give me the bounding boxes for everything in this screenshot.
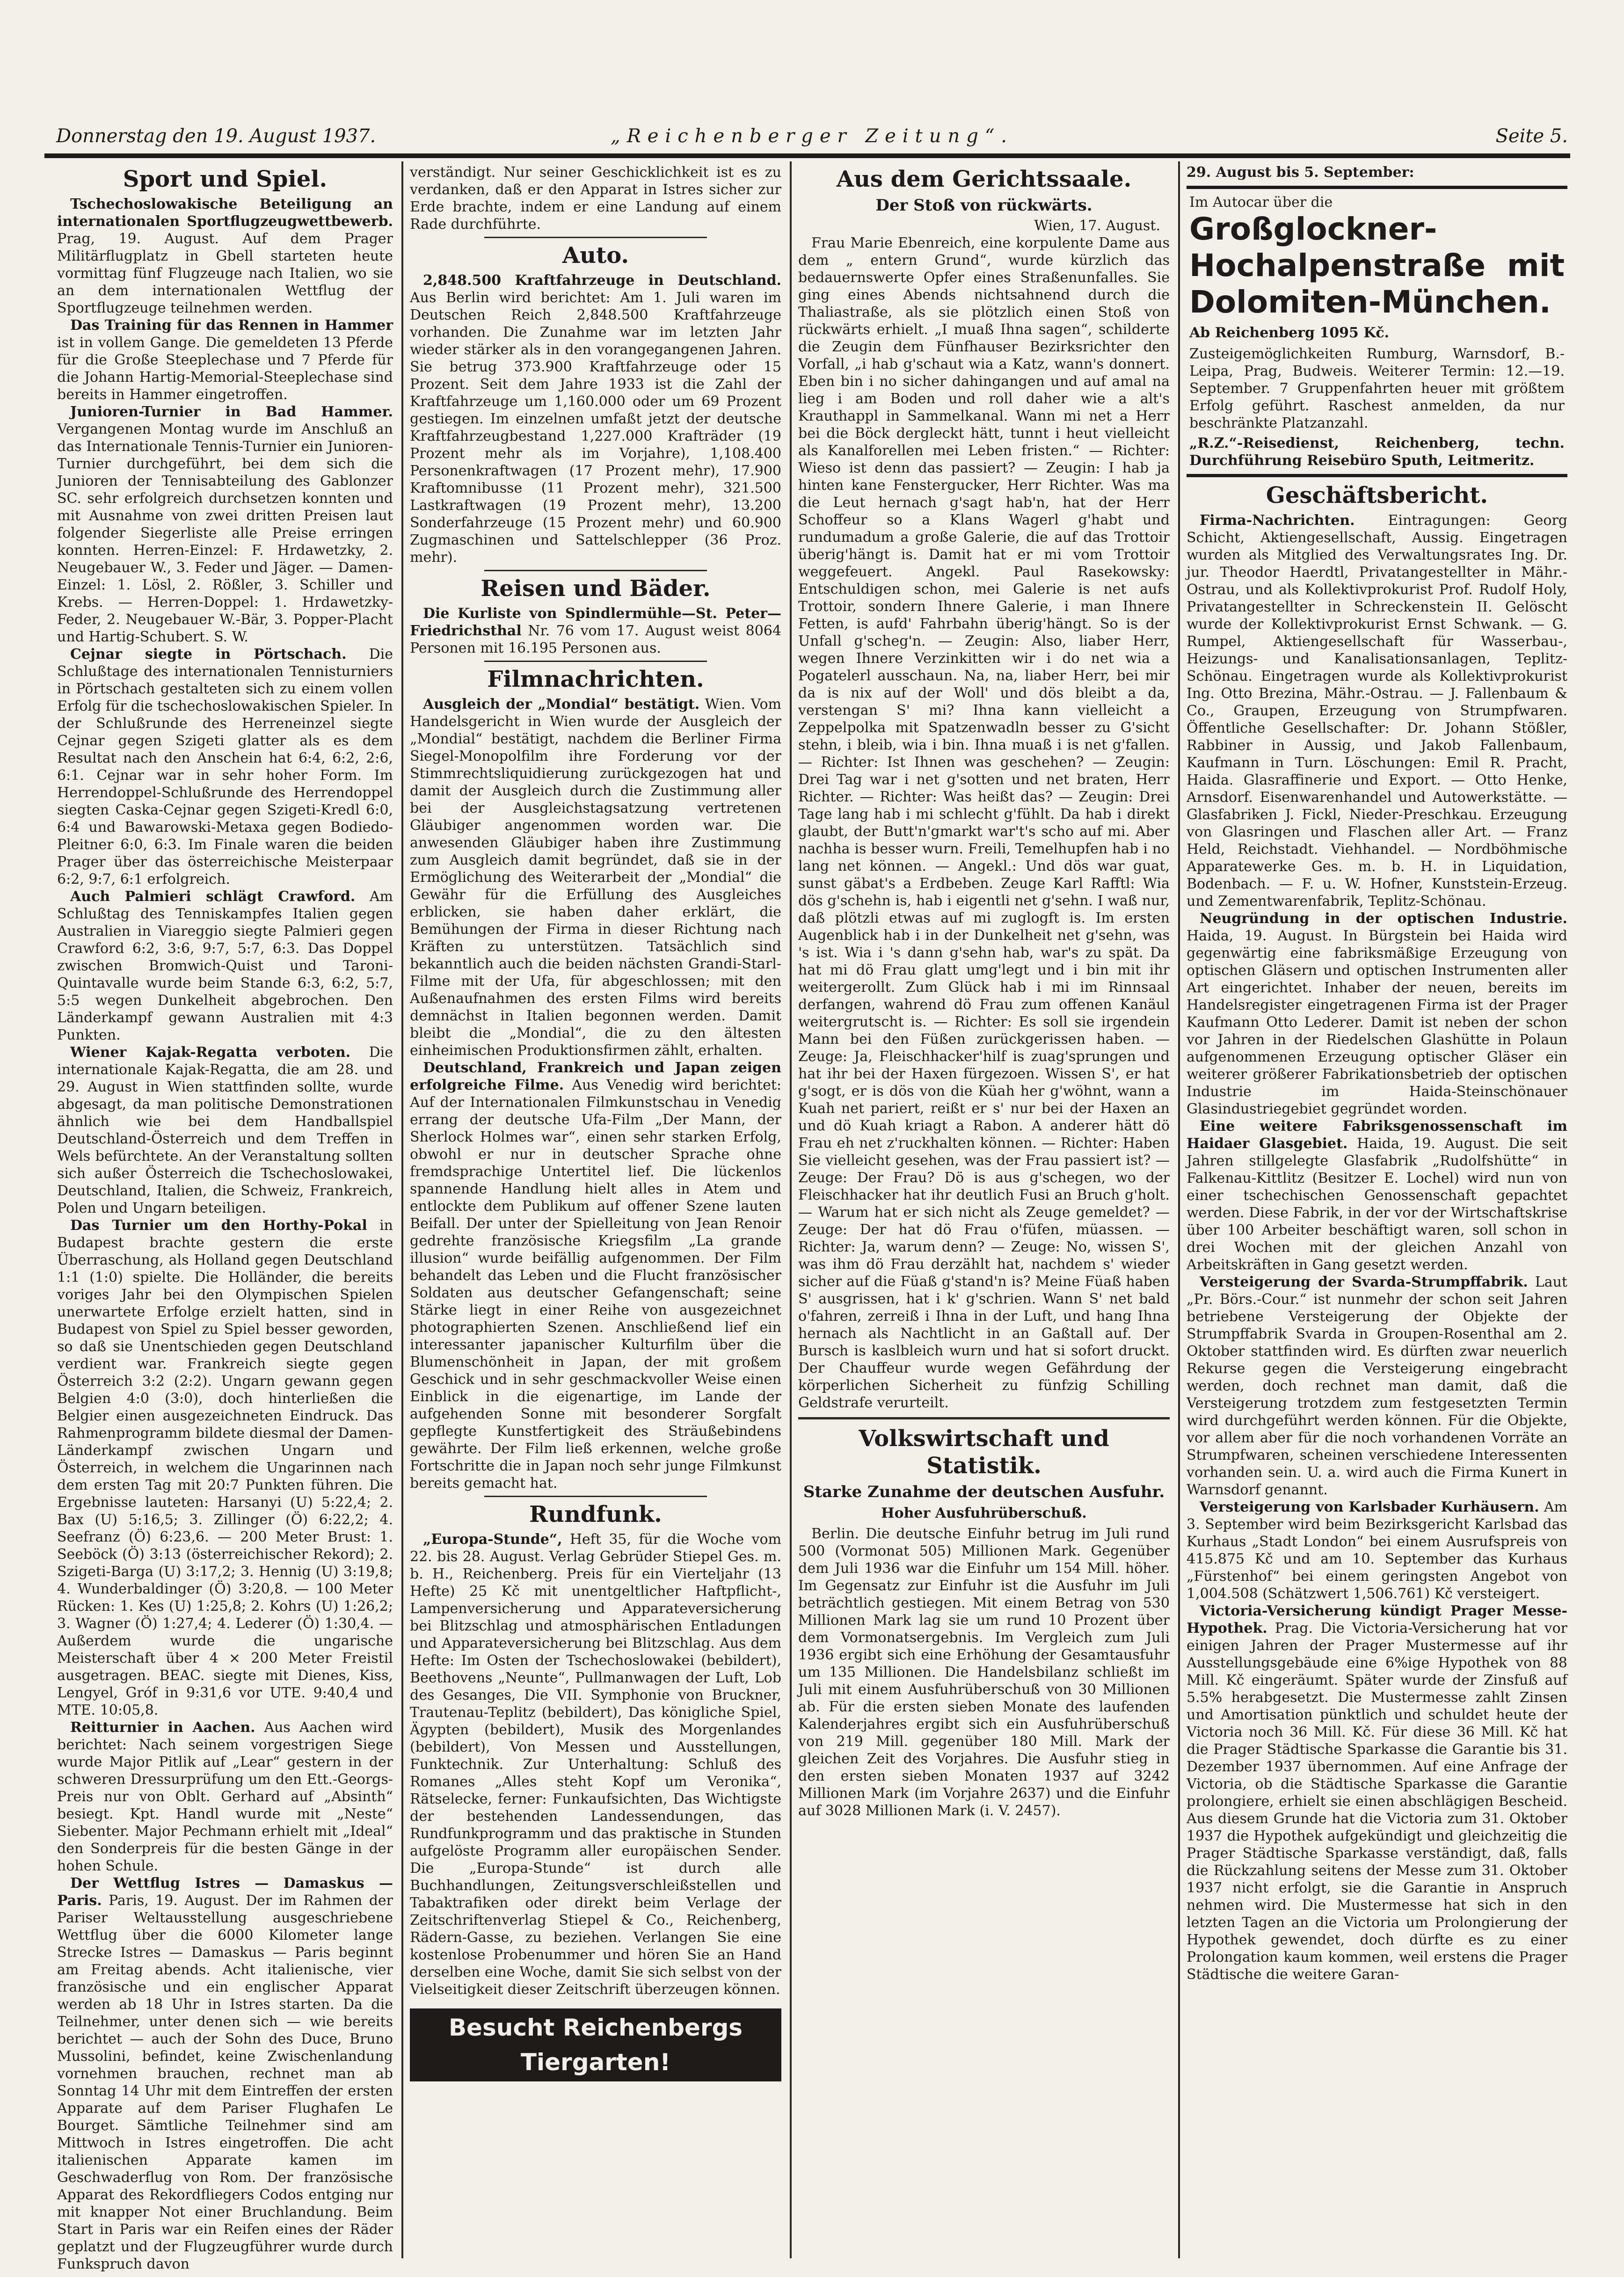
article [1187, 1273, 1567, 1499]
article-body: Nr. 76 vom 17. August weist 8064 Personen mit 16.195 Personen aus. [410, 623, 781, 656]
issue-date: Donnerstag den 19. August 1937. [56, 125, 376, 147]
article [57, 1217, 393, 1719]
article-body: Aus Berlin wird berichtet: Am 1. Juli waren im Deutschen Reich 2,848.500 Kraftfahrzeuge vorhanden. Die Zunahme war im letzten Jahr wieder stärker als in den vorangegangenen Jahren. Sie betrug 373.900 Kraftfahrzeuge oder 15 Prozent. Seit dem Jahre 1933 ist die Zahl der Kraftfahrzeuge um 1,160.000 oder um 69 Prozent gestiegen. Im einzelnen umfaßt jetzt der deutsche Kraftfahrzeugbestand 1,227.000 Krafträder (19 Prozent mehr als im Vorjahre), 1,108.400 Personenkraftwagen (17 Prozent mehr), 17.900 Kraftomnibusse (11 Prozent mehr), 321.500 Lastkraftwagen (19 Prozent mehr), 13.200 Sonderfahrzeuge (15 Prozent mehr) und 60.900 Zugmaschinen und Sattelschlepper (36 Proz. mehr). [410, 290, 781, 566]
travel-ad [1187, 186, 1567, 477]
article-body: in Budapest brachte gestern die erste Überraschung, als Holland gegen Deutschland 1:1 (1:0) spielte. Die Holländer, die bereits voriges Jahr bei den Olympischen Spielen unerwartete Erfolge erzielt hatten, sind in Budapest von Spiel zu Spiel besser geworden, so daß sie Unentschieden gegen Deutschland verdient war. Frankreich siegte gegen Österreich 3:2 (2:2). Ungarn gewann gegen Belgien 4:0 (3:0), doch hinterließen die Belgier einen ausgezeichneten Eindruck. Das Rahmenprogramm bildete diesmal der Damen-Länderkampf zwischen Ungarn und Österreich, in welchem die Ungarinnen nach dem ersten Tag mit 20:7 Punkten führen. Die Ergebnisse lauteten: Harsanyi (U) 5:22,4; 2. Bax (U) 5:16,5; 3. Zillinger (Ö) 6:22,2; 4. Seefranz (Ö) 6:23,6. — 200 Meter Brust: 1. Seeböck (Ö) 3:13 (österreichischer Rekord); 2. Szigeti-Barga (U) 3:17,2; 3. Hennig (U) 3:19,8; 4. Wunderbaldinger (Ö) 3:20,8. — 100 Meter Rücken: 1. Kes (U) 1:25,8; 2. Kohrs (U) 1:26,2; 3. Wagner (Ö) 1:27,4; 4. Lederer (Ö) 1:30,4. — Außerdem wurde die ungarische Meisterschaft über 4 × 200 Meter Freistil ausgetragen. BEAC. siegte mit Dienes, Kiss, Lengyel, Gróf in 9:31,6 vor UTE. 9:40,4 und MTE. 10:05,8. [57, 1217, 393, 1718]
article-body: ist in vollem Gange. Die gemeldeten 13 Pferde für die Große Steeplechase und 7 Pferde für die Johann Hartig-Memorial-Steeplechase sind bereits in Hammer eingetroffen. [57, 335, 393, 403]
business-articles [1187, 512, 1567, 1983]
article-head: Ausgleich der „Mondial“ bestätigt. [423, 696, 700, 713]
article-body: Paris, 19. August. Der im Rahmen der Pariser Weltausstellung ausgeschriebene Wettflug über die 6000 Kilometer lange Strecke Istres — Damaskus — Paris beginnt am Freitag abends. Acht italienische, vier französische und ein englischer Apparat werden ab 18 Uhr in Istres starten. Da die Teilnehmer, unter denen sich — wie bereits berichtet — auch der Sohn des Duce, Bruno Mussolini, befindet, keine Zwischenlandung vornehmen brauchen, rechnet man ab Sonntag 14 Uhr mit dem Eintreffen der ersten Apparate auf dem Pariser Flughafen Le Bourget. Sämtliche Teilnehmer sind am Mittwoch in Istres eingetroffen. Die acht italienischen Apparate kamen im Geschwaderflug von Rom. Der französische Apparat des Rekordfliegers Codos entging nur mit knapper Not einer Bruchlandung. Beim Start in Paris war ein Reifen eines der Räder geplatzt und der Flugzeugführer wurde durch Funkspruch davon [57, 1892, 393, 2272]
article [1187, 1602, 1567, 1983]
article-head: Die Kurliste von Spindlermühle—St. Peter—Friedrichsthal [410, 605, 781, 639]
article [57, 1719, 393, 1875]
article [57, 317, 393, 403]
section-title-auto: Auto. [562, 242, 629, 269]
column-auto-film-radio [410, 164, 781, 2258]
article-head: Versteigerung der Svarda-Strumpffabrik. [1200, 1274, 1528, 1290]
column-rule [790, 161, 792, 2258]
sport-articles [57, 196, 393, 2273]
masthead-rule [44, 153, 1570, 158]
article-body: Haida, 19. August. In Bürgstein bei Haida wird gegenwärtig eine fabriksmäßige Erzeugung von optischen Gläsern und optischen Instrumenten aller Art eingerichtet. Inhaber der neuen, bereits im Handelsregister eingetragenen Firma ist der Prager Kaufmann Otto Lederer. Damit ist neben der schon vor Jahren in der Riedelschen Glashütte in Polaun aufgenommenen Erzeugung optischer Gläser ein weiterer größerer Fabrikationsbetrieb der optischen Industrie im Haida-Steinschönauer Glasindustriegebiet gegründet worden. [1187, 928, 1567, 1117]
article-head: Victoria-Versicherung kündigt Prager Messe-Hypothek. [1187, 1603, 1567, 1637]
column-rule [1178, 161, 1180, 2258]
masthead [56, 125, 1568, 149]
ad-headline: Großglockner-Hochalpenstraße mit Dolomiten-München. [1189, 211, 1565, 320]
divider [484, 1496, 707, 1497]
article-head: Junioren-Turnier in Bad Hammer. [70, 404, 393, 420]
section-title-court: Aus dem Gerichtssaale. [836, 166, 1132, 192]
article-head: Tschechoslowakische Beteiligung an internationalen Sportflugzeugwettbewerb. [57, 196, 393, 230]
article [1187, 910, 1567, 1118]
paper-name: „Reichenberger Zeitung“. [610, 125, 1014, 147]
section-title-economy: Volkswirtschaft und Statistik. [859, 1426, 1109, 1479]
article [1187, 1118, 1567, 1273]
article-head: 2,848.500 Kraftfahrzeuge in Deutschland. [423, 272, 781, 289]
ad-date: 29. August bis 5. September: [1187, 164, 1414, 181]
article-body: Am 3. September wird beim Bezirksgericht Karlsbad das Kurhaus „Stadt London“ bei einem Ausrufspreis von 415.875 Kč und am 10. September das Kurhaus „Fürstenhof“ bei einem geringsten Angebot von 1,004.508 (Schätzwert 1,506.761) Kč versteigert. [1187, 1499, 1567, 1602]
dateline: Wien, 17. August. [1034, 218, 1160, 234]
ad-footer: „R.Z.“-Reisedienst, Reichenberg, techn. Durchführung Reisebüro Sputh, Leitmeritz. [1189, 435, 1565, 469]
article-body: Die Schlußtage des internationalen Tennisturniers in Pörtschach gestalteten sich zu einem vollen Erfolg für die tschechoslowakischen Spieler. In der Schlußrunde des Herreneinzel siegte Cejnar gegen Szigeti glatter als es dem Resultat nach den Anschein hat 6:4, 6:2, 2:6, 6:1. Cejnar war in sehr hoher Form. Im Herrendoppel-Schlußrunde des Herrendoppel siegten Caska-Cejnar gegen Szigeti-Kredl 6:0, 6:4 und Bawarowski-Metaxa gegen Bodiedo-Pleitner 6:0, 6:3. Im Finale waren die beiden Prager über das österreichische Meisterpaar 6:2, 9:7, 6:1 erfolgreich. [57, 646, 393, 888]
article [57, 1044, 393, 1217]
divider [484, 570, 707, 571]
column-sport [57, 164, 393, 2272]
section-title-film: Filmnachrichten. [487, 666, 704, 692]
article-body: Prag, 19. August. Auf dem Prager Militärflugplatz in Gbell starteten heute vormittag fünf Flugzeuge nach Italien, wo sie an dem internationalen Wettflug der Sportflugzeuge teilnehmen werden. [57, 231, 393, 316]
article [57, 646, 393, 888]
article-body: Eintragungen: Georg Schicht, Aktiengesellschaft, Aussig. Eingetragen wurden als Mitglied des Verwaltungsrates Ing. Dr. jur. Theodor Haerdtl, Privatangestellter in Mähr.-Ostrau, und als Kollektivprokurist Prof. Rudolf Holy, Privatangestellter in Schreckenstein II. Gelöscht wurde der Kollektivprokurist Ernst Schwank. — G. Rumpel, Aktiengesellschaft für Wasserbau-, Heizungs- und Kanalisationsanlagen, Teplitz-Schönau. Eingetragen wurde als Kollektivprokurist Ing. Otto Brezina, Mähr.-Ostrau. — J. Fallenbaum & Co., Graupen, Erzeugung von Strumpfwaren. Öffentliche Gesellschafter: Dr. Johann Stößler, Rabbiner in Aussig, und Jakob Fallenbaum, Kaufmann in Turn. Löschungen: Emil R. Pracht, Haida. Glasraffinerie und Export. — Otto Henke, Arnsdorf. Eisenwarenhandel und Autowerkstätte. — Glasfabriken J. Fickl, Nieder-Preschkau. Erzeugung von Glasringen und Flaschen aller Art. — Franz Held, Reichstadt. Viehhandel. — Nordböhmische Apparatewerke Ges. m. b. H. in Liquidation, Bodenbach. — F. u. W. Hofner, Kunststein-Erzeug. und Zementwarenfabrik, Teplitz-Schönau. [1187, 512, 1567, 909]
section-title-radio: Rundfunk. [529, 1501, 662, 1528]
article-body: Die internationale Kajak-Regatta, die am 28. und 29. August in Wien stattfinden sollte, wurde abgesagt, da man politische Demonstrationen ähnlich wie bei dem Handballspiel Deutschland-Österreich und dem Treffen in Wels befürchtete. An der Veranstaltung sollten sich außer Österreich die Tschechoslowakei, Deutschland, Italien, die Schweiz, Frankreich, Polen und Ungarn beteiligen. [57, 1044, 393, 1216]
article [57, 403, 393, 646]
divider [484, 661, 707, 662]
article-head: Das Training für das Rennen in Hammer [70, 317, 393, 334]
article [57, 1875, 393, 2273]
article-body: Wien. Vom Handelsgericht in Wien wurde der Ausgleich der „Mondial“ bestätigt, nachdem die Berliner Firma Siegel-Monopolfilm ihre Forderung vor der Stimmrechtsliquidierung zurückgezogen hat und damit der Ausgleich durch die Zustimmung aller bei der Ausgleichstagsatzung vertretenen Gläubiger angenommen worden war. Die anwesenden Gläubiger haben ihre Zustimmung zum Ausgleich damit begründet, daß sie in der Ermöglichung des Weiterarbeit der „Mondial“ die Gewähr für die Erfüllung des Ausgleiches erblicken, sie haben daher erklärt, die Bemühungen der Firma in dieser Richtung nach Kräften zu unterstützen. Tatsächlich sind bekanntlich auch die beiden nächsten Grandi-Starl-Filme mit der Ufa, für abgeschlossen; mit den Außenaufnahmen des ersten Films wird bereits demnächst in Italien begonnen werden. Damit bleibt die „Mondial“, die zu den ältesten einheimischen Produktionsfirmen zählt, erhalten. [410, 696, 781, 1059]
article-travel [410, 605, 781, 657]
article-head: Reitturnier in Aachen. [70, 1719, 255, 1736]
article-subtitle-export: Hoher Ausfuhrüberschuß. [881, 1505, 1087, 1521]
page-number: Seite 5. [1495, 125, 1568, 147]
article [57, 888, 393, 1044]
article-head: Cejnar siegte in Pörtschach. [70, 646, 347, 662]
article-title-court: Der Stoß von rückwärts. [875, 196, 1092, 215]
article-court-body: Frau Marie Ebenreich, eine korpulente Dame aus dem „ entern Grund“, wurde kürzlich das bedauernswerte Opfer eines Straßenunfalles. Sie ging eines Abends nichtsahnend durch die Thaliastraße, als sie plötzlich einen Stoß von rückwärts erhielt. „I muaß Ihna sagen“, schilderte die Zeugin dem Fünfhauser Bezirksrichter den Vorfall, „i hab g'schaut wia a Katz, wann's donnert. Eben bin i no sicher dahingangen und auf amal na lieg i am Boden und roll daher wie a alt's Krauthappl in Sammelkanal. Wann mi net a Herr bei die Böck dergleckt hätt, tunnt i heut vielleicht als Kanalforellen mei Leben fristen.“ — Richter: Wieso ist denn das passiert? — Zeugin: I hab ja hinten kane Fenstergucker, Herr Richter. Was ma die Leut hernach g'sagt hab'n, hat der Herr Schoffeur so a Klans Wagerl g'habt und rundumadum a große Galerie, die auf das Trottoir überig'hängt is. Damit hat er mi vom Trottoir weggefeuert. Angekl. Paul Rasekowsky: Entschuldigen schon, mei Galerie is net aufs Trottoir, sondern Ihnere Galerie, i man Ihnere Fetten, is aufd' Fahrbahn überig'hängt. So is der Unfall g'scheg'n. — Zeugin: Also, liaber Herr, wegen Ihnere Verzinkitten wir i do net wia a Pogatelerl ausschaun. Na, na, liaber Herr, bei mir da is nix auf der Woll' und dös bleibt a da, verstengan S' mi? Ihna kann vielleicht a Zeppelpolka mit Spatzenwadln besser zu G'sicht stehn, i bleib, wia i bin. Ihna muaß i is net g'fallen. — Richter: Ist Ihnen was geschehen? — Zeugin: Drei Tag war i net g'sotten und net braten, Herr Richter. — Richter: Was heißt das? — Zeugin: Drei Tage lang hab i mi schlecht g'fühlt. Da hab i direkt glaubt, der Butt'n'gmarkt war't's scho auf mi. Aber nachha is besser wurn. Freili, Temelhupfen hab i no lang net können. — Angekl.: Und dös war guat, sunst gäbat's a Erdbeben. Zeuge Karl Rafftl: Wia dös g'schehn is, hab i eigentli net g'sehn. I waß nur, daß plötzli etwas auf mi zuglogft is. Im ersten Augenblick hab i in der Dunkelheit net g'sehn, was 's ist. Wia i 's dann g'sehn hab, war's zu spät. Da hat mi dö Frau glatt umg'legt und i bin mit ihr weitergerollt. Zum Glück hab i mi im Rinnsaal derfangen, wahrend dö Frau zum offenen Kanäul weitergrutscht is. — Richter: Es soll sie irgendein Mann bei den Füßen zurückgerissen haben. — Zeuge: Ja, Fleischhacker'hilf is zuag'sprungen und hat ihr bei der Haxen fürgezoen. Wissen S', er hat g'sogt, er is dös von die Küah her g'wöhnt, wann a Kuah net pariert, reißt er s' nur bei der Haxen an und dö Kuah kriagt a Rabon. A anderer hätt dö Frau eh net z'ruckhalten können. — Richter: Haben Sie vielleicht gesehen, was der Frau passiert ist? — Zeuge: Der Frau? Dö is aus g'schegen, wo der Fleischhacker hat ihr deutlich Fusi an Bruch g'holt. — Warum hat er sich nicht als Zeuge gemeldet? — Zeuge: Der hat dö Frau o'füfen, müassen. — Richter: Ja, warum denn? — Zeuge: No, wissen S', was ihm dö Frau derzählt hat, nachdem s' wieder sicher auf die Füaß g'stand'n is? Meine Füaß haben S' ausgrissen, hat i k' g'schrien. Wann S' net bald o'fahren, zerreiß i Ihna in der Luft, und hang Ihna hernach als Nachtlicht in an Gaßtall auf. Der Bursch is kaslbleich wurn und hat si sofort druckt. Der Chauffeur wurde wegen Gefährdung der körperlichen Sicherheit zu fünfzig Schilling Geldstrafe verurteilt. [798, 235, 1170, 1411]
article-head: Der Wettflug Istres — Damaskus — Paris. [57, 1875, 393, 1909]
article-export-body: Berlin. Die deutsche Einfuhr betrug im Juli rund 500 (Vormonat 505) Millionen Mark. Gegenüber dem Juli 1936 war die Einfuhr um 154 Mill. höher. Im Gegensatz zur Einfuhr ist die Ausfuhr im Juli beträchtlich gestiegen. Mit einem Betrag von 530 Millionen Mark lag sie um rund 10 Prozent über dem Vormonatsergebnis. Im Vergleich zum Juli 1936 ergibt sich eine Erhöhung der Gesamtausfuhr um 135 Millionen. Die Handelsbilanz schließt im Juli mit einem Ausfuhrüberschuß von 30 Millionen ab. Für die ersten sieben Monate des laufenden Kalenderjahres ergibt sich ein Ausfuhrüberschuß von 219 Mill. gegenüber 180 Mill. Mark der gleichen Zeit des Vorjahres. Die Ausfuhr stieg in den ersten sieben Monaten 1937 auf 3242 Millionen Mark (im Vorjahre 2637) und die Einfuhr auf 3028 Millionen Mark (i. V. 2457). [798, 1526, 1170, 1819]
article [1187, 1499, 1567, 1602]
article-head: Wiener Kajak-Regatta verboten. [70, 1044, 351, 1061]
article-body: Aus Venedig wird berichtet: Auf der Internationalen Filmkunstschau in Venedig errang der deutsche Ufa-Film „Der Mann, der Sherlock Holmes war“, einen sehr starken Erfolg, obwohl er nur in deutscher Sprache ohne fremdsprachige Untertitel lief. Die lückenlos spannende Handlung hielt alles in Atem und entlockte dem Publikum auf offener Szene lauten Beifall. Der unter der Spielleitung von Jean Renoir gedrehte französische Kriegsfilm „La grande illusion“ wurde beifällig aufgenommen. Der Film behandelt das Leben und die Flucht französischer Soldaten aus deutscher Gefangenschaft; seine Stärke liegt in einer Reihe von ausgezeichnet photographierten Szenen. Anschließend lief ein interessanter japanischer Kulturfilm über die Blumenschönheit in Japan, der mit großem Geschick und in sehr geschmackvoller Weise einen Einblick in die eigenartige, im Lande der aufgehenden Sonne mit besonderer Sorgfalt gepflegte Kunstfertigkeit des Sträußebindens gewährte. Der Film ließ erkennen, welche große Fortschritte die in Japan noch sehr junge Filmkunst bereits gemacht hat. [410, 1077, 781, 1491]
article-body: Aus Aachen wird berichtet: Nach seinem vorgestrigen Siege wurde Major Pitlik auf „Lear“ gestern in der schweren Dressurprüfung um den Ett.-Georgs-Preis nur von Oblt. Gerhard auf „Absinth“ besiegt. Kpt. Handl wurde mit „Neste“ Siebenter. Major Pechmann erhielt mit „Ideal“ den Sonderpreis für die besten Gänge in der hohen Schule. [57, 1719, 393, 1874]
divider [484, 237, 707, 238]
article-auto [410, 272, 781, 566]
article-radio [410, 1531, 781, 1998]
article-body: Prag. Die Victoria-Versicherung hat vor einigen Jahren der Prager Mustermesse auf ihr Ausstellungsgebäude eine 6%ige Hypothek von 88 Mill. Kč eingeräumt. Später wurde der Zinsfuß auf 5.5% herabgesetzt. Die Mustermesse zahlt Zinsen und Amortisation pünktlich und schuldet heute der Victoria noch 36 Mill. Kč. Für diese 36 Mill. Kč hat die Prager Städtische Sparkasse die Garantie bis 31. Dezember 1937 übernommen. Auf eine Anfrage der Victoria, ob die Städtische Sparkasse die Garantie prolongiere, erhielt sie einen abschlägigen Bescheid. Aus diesem Grunde hat die Victoria zum 31. Oktober 1937 die Hypothek aufgekündigt und gleichzeitig die Prager Städtische Sparkasse verständigt, daß, falls die Rückzahlung seitens der Messe zum 31. Oktober 1937 nicht erfolgt, sie die Garantie in Anspruch nehmen wird. Die Mustermesse hat sich in den letzten Tagen an die Victoria um Prolongierung der Hypothek gewendet, doch dürfte es zu einer Prolongation kaum kommen, weil erstens die Prager Städtische die weitere Garan- [1187, 1620, 1567, 1983]
article-title-export: Starke Zunahme der deutschen Ausfuhr. [803, 1483, 1165, 1501]
article-head: Das Turnier um den Horthy-Pokal [70, 1217, 367, 1234]
article-continuation: verständigt. Nur seiner Geschicklichkeit ist es zu verdanken, daß er den Apparat in Istres sicher zur Erde brachte, indem er eine Landung auf einem Rade durchführte. [410, 164, 781, 233]
column-rule [401, 161, 403, 2258]
divider [798, 1417, 1170, 1419]
zoo-banner-ad: Besucht Reichenbergs Tiergarten! [410, 2008, 781, 2081]
article-head: Neugründung in der optischen Industrie. [1200, 910, 1567, 927]
article-body: Haida, 19. August. Die seit Jahren stillgelegte Glasfabrik „Rudolfshütte“ in Falkenau-Kittlitz (Besitzer E. Lochel) wird nun von einer tschechischen Genossenschaft gepachtet werden. Diese Fabrik, in der vor der Wirtschaftskrise über 100 Arbeiter beschäftigt waren, soll schon in drei Wochen mit der gleichen Anzahl von Arbeitskräften in Gang gesetzt werden. [1187, 1135, 1567, 1273]
article-head: Eine weitere Fabriksgenossenschaft im Haidaer Glasgebiet. [1187, 1118, 1567, 1152]
ad-price: Ab Reichenberg 1095 Kč. [1189, 325, 1390, 341]
column-business [1187, 164, 1567, 2258]
article-body: Am Schlußtag des Tenniskampfes Italien gegen Australien in Viareggio siegte Palmieri gegen Crawford 6:2, 3:6, 9:7, 5:7, 6:3. Das Doppel zwischen Bromwich-Quist und Taroni-Quintavalle wurde beim Stande 6:3, 6:2, 5:7, 5:5 wegen Dunkelheit abgebrochen. Den Länderkampf gewann Australien mit 4:3 Punkten. [57, 888, 393, 1043]
column-court-economy [798, 164, 1170, 2258]
ad-details: Zusteigemöglichkeiten Rumburg, Warnsdorf, B.-Leipa, Prag, Budweis. Weiterer Termin: 12.—19. September. 7 Gruppenfahrten heuer mit größtem Erfolg geführt. Raschest anmelden, da nur beschränkte Platzanzahl. [1189, 346, 1565, 431]
article-body: Laut „Pr. Börs.-Cour.“ ist nunmehr der schon seit Jahren betriebene Versteigerung der Objekte der Strumpffabrik Svarda in Groupen-Rosenthal am 2. Oktober stattfinden wird. Es dürften zwar neuerlich Rekurse gegen die Versteigerung eingebracht werden, doch rechnet man damit, daß die Versteigerung trotzdem zum festgesetzten Termin wird durchgeführt werden können. Für die Objekte, vor allem aber für die noch vorhandenen Vorräte an Strumpfwaren, scheinen verschiedene Interessenten vorhanden sein. U. a. wird auch die Firma Kunert in Warnsdorf genannt. [1187, 1274, 1567, 1498]
article-head: Versteigerung von Karlsbader Kurhäusern. [1200, 1499, 1539, 1515]
article-head: „Europa-Stunde“, [423, 1531, 562, 1548]
article-head: Auch Palmieri schlägt Crawford. [70, 888, 356, 905]
article [57, 196, 393, 317]
article-head: Deutschland, Frankreich und Japan zeigen erfolgreiche Filme. [410, 1060, 781, 1093]
article-body: Heft 35, für die Woche vom 22. bis 28. August. Verlag Gebrüder Stiepel Ges. m. b. H., Reichenberg. Preis für ein Vierteljahr (13 Hefte) 25 Kč mit unentgeltlicher Haftpflicht-, Lampenversicherung und Apparateversicherung bei Blitzschlag und atmosphärischen Entladungen und Apparateversicherung bei Blitzschlag. Aus dem Hefte: Im Osten der Tschechoslowakei (bebildert), Beethovens „Neunte“, Pullmanwagen der Luft, Lob des Gesanges, Die VII. Symphonie von Bruckner, Trautenau-Teplitz (bebildert), Das königliche Spiel, Ägypten (bebildert), Musik des Morgenlandes (bebildert), Von Messen und Ausstellungen, Funktechnik. Zur Unterhaltung: Schluß des Romanes „Alles steht Kopf um Veronika“, Rätselecke, ferner: Funkaufsichten, Das Wichtigste der bestehenden Landessendungen, das Rundfunkprogramm und das praktische in Stunden aufgelöste Programm aller europäischen Sender. Die „Europa-Stunde“ ist durch alle Buchhandlungen, Zeitungsverschleißstellen und Tabaktrafiken oder direkt beim Verlage der Zeitschriftenverlag Stiepel & Co., Reichenberg, Rädern-Gasse, zu beziehen. Verlangen Sie eine kostenlose Probenummer und hören Sie an Hand derselben eine Woche, damit Sie sich selbst von der Vielseitigkeit dieser Zeitschrift überzeugen können. [410, 1531, 781, 1998]
section-title-business: Geschäftsbericht. [1266, 482, 1488, 509]
article-film-2 [410, 1059, 781, 1492]
ad-subtitle: Im Autocar über die [1189, 194, 1333, 211]
article [1187, 512, 1567, 910]
article-body: Vergangenen Montag wurde im Anschluß an das Internationale Tennis-Turnier ein Junioren-Turnier durchgeführt, bei dem sich die Junioren der Tennisabteilung des Gablonzer SC. sehr erfolgreich durchsetzen konnten und mit Ausnahme von zwei dritten Preisen laut folgender Siegerliste alle Preise erringen konnten. Herren-Einzel: F. Hrdawetzky, 2. Neugebauer W., 3. Feder und Jäger. — Damen-Einzel: 1. Lösl, 2. Rößler, 3. Schiller und Krebs. — Herren-Doppel: 1. Hrdawetzky-Feder, 2. Neugebauer W.-Bär, 3. Popper-Placht und Hartig-Schubert. S. W. [57, 421, 393, 645]
article-head: Firma-Nachrichten. [1200, 512, 1355, 529]
section-title-sport: Sport und Spiel. [123, 166, 328, 192]
article-film-1 [410, 696, 781, 1059]
section-title-travel: Reisen und Bäder. [481, 575, 711, 602]
